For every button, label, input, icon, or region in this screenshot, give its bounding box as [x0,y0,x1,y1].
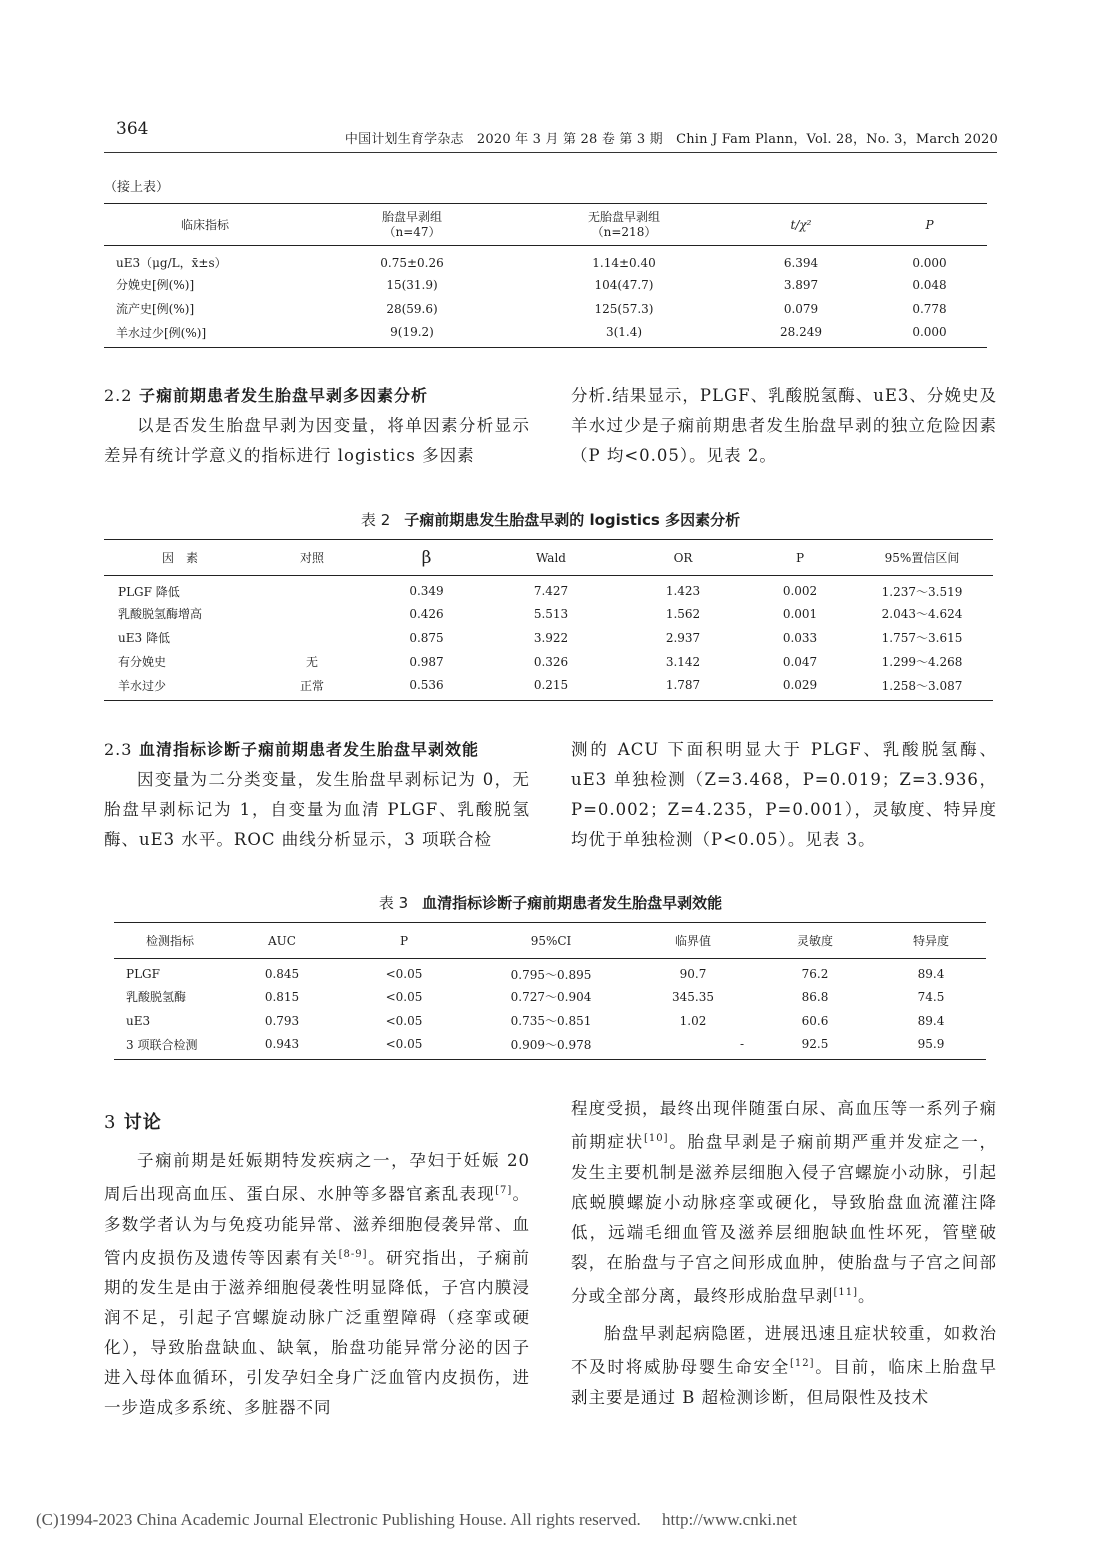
table-header-cell: P [795,550,805,565]
table-header-cell: AUC [268,933,296,948]
section-2-2-right [571,381,997,471]
citation: [7] [495,1185,513,1196]
section-2-3-right [571,735,997,855]
table-header-cell: 无胎盘早剥组 （n=218） [587,209,660,239]
section-2-2-left [104,381,530,471]
table-row: 流产史[例(%)] 28(59.6) 125(57.3) 0.079 0.778 [116,301,947,316]
table-row: 羊水过少 正常 0.536 0.215 1.787 0.029 1.258～3.087 [104,674,993,701]
table-row: 乳酸脱氢酶增高 0.426 5.513 1.562 0.001 2.043～4.624 [118,606,963,621]
table-header-cell: P [399,933,409,948]
section-2-3-left [104,735,530,855]
table-row: uE3 降低 0.875 3.922 2.937 0.033 1.757～3.615 [118,630,963,645]
table-header-cell: t/χ² [790,217,812,232]
citation: [10] [644,1133,669,1144]
table-header-cell: 胎盘早剥组 （n=47） [381,209,442,239]
paragraph: 子痫前期是妊娠期特发疾病之一，孕妇于妊娠 20 周后出现高血压、蛋白尿、水肿等多器官紊乱表现[7]。多数学者认为与免疫功能异常、滋养细胞侵袭异常、血管内皮损伤及遗传等因素有关[8-9]。研究指出，子痫前期的发生是由于滋养细胞侵袭性明显降低，子宫内膜浸润不足，引起子宫螺旋动脉广泛重塑障碍（痉挛或硬化），导致胎盘缺血、缺氧，胎盘功能异常分泌的因子进入母体血循环，引发孕妇全身广泛血管内皮损伤，进一步造成多系统、多脏器不同 [104,1151,531,1417]
table-header-cell: 临床指标 [180,218,229,232]
table-header-cell: OR [673,550,693,565]
section-3-left [104,1108,530,1423]
table-row: uE3（μg/L，x̄±s） 0.75±0.26 1.14±0.40 6.394 0.000 [116,255,947,271]
table-row: PLGF 降低 0.349 7.427 1.423 0.002 1.237～3.519 [118,584,963,599]
table-header-cell: 95%置信区间 [884,551,960,565]
table-header-cell: Wald [536,550,566,565]
paragraph: 测的 ACU 下面积明显大于 PLGF、乳酸脱氢酶、uE3 单独检测（Z=3.468，P=0.019；Z=3.936，P=0.002；Z=4.235，P=0.001），灵敏度、特异度均优于单独检测（P<0.05）。见表 3。 [571,740,997,849]
citation: [12] [789,1358,815,1369]
table-row: 乳酸脱氢酶 0.815 <0.05 0.727～0.904 345.35 86.8 74.5 [126,989,945,1004]
page-number: 364 [116,119,149,139]
table-3-caption: 表 3 血清指标诊断子痫前期患者发生胎盘早剥效能 [378,894,723,912]
table-2-caption: 表 2 子痫前期患发生胎盘早剥的 logistics 多因素分析 [360,511,741,529]
paragraph: 以是否发生胎盘早剥为因变量，将单因素分析显示差异有统计学意义的指标进行 logistics 多因素 [104,416,530,465]
section-heading: 2.2 子痫前期患者发生胎盘早剥多因素分析 [104,386,429,405]
paragraph: 因变量为二分类变量，发生胎盘早剥标记为 0，无胎盘早剥标记为 1，自变量为血清 PLGF、乳酸脱氢酶、uE3 水平。ROC 曲线分析显示，3 项联合检 [104,770,530,849]
table-header-cell: 特异度 [912,934,949,948]
section-heading: 2.3 血清指标诊断子痫前期患者发生胎盘早剥效能 [104,740,480,759]
copyright-footer: (C)1994-2023 China Academic Journal Electronic Publishing House. All rights reserved. http://www.cnki.net [36,1510,797,1529]
table-header-cell: 因 素 [161,551,198,565]
table-header-cell: 对照 [299,551,324,565]
table-header-cell: 灵敏度 [796,934,833,948]
table-row: 有分娩史 无 0.987 0.326 3.142 0.047 1.299～4.268 [118,654,963,669]
section-heading: 3 讨论 [104,1112,162,1133]
section-3-right [571,1094,997,1413]
table-row: PLGF 0.845 <0.05 0.795～0.895 90.7 76.2 89.4 [126,967,945,982]
citation: [8-9] [338,1248,368,1260]
header-rule [104,152,997,153]
table-row: 羊水过少[例(%)] 9(19.2) 3(1.4) 28.249 0.000 [104,321,987,348]
paragraph: 程度受损，最终出现伴随蛋白尿、高血压等一系列子痫前期症状[10]。胎盘早剥是子痫前期严重并发症之一，发生主要机制是滋养层细胞入侵子宫螺旋小动脉，引起底蜕膜螺旋小动脉痉挛或硬化，导致胎盘血流灌注降低，远端毛细血管及滋养层细胞缺血性坏死，管壁破裂，在胎盘与子宫之间形成血肿，使胎盘与子宫之间部分或全部分离，最终形成胎盘早剥[11]。 [571,1099,998,1305]
table-row: 分娩史[例(%)] 15(31.9) 104(47.7) 3.897 0.048 [116,277,947,292]
table-header-cell: 检测指标 [145,934,194,948]
table-1 [104,203,987,348]
table-header-cell: β [421,547,432,568]
citation: [11] [833,1286,859,1298]
paragraph: 胎盘早剥起病隐匿，进展迅速且症状较重，如救治不及时将威胁母婴生命安全[12]。目前，临床上胎盘早剥主要是通过 B 超检测诊断，但局限性及技术 [571,1324,998,1407]
table-row: uE3 0.793 <0.05 0.735～0.851 1.02 60.6 89.4 [126,1013,945,1028]
table-header-cell: 临界值 [674,934,711,948]
table-continued-label: （接上表） [104,180,170,195]
table-3 [114,922,986,1060]
table-row: 3 项联合检测 0.943 <0.05 0.909～0.978 - 92.5 95.9 [114,1033,986,1060]
table-2 [104,539,993,701]
paragraph: 分析.结果显示，PLGF、乳酸脱氢酶、uE3、分娩史及羊水过少是子痫前期患者发生胎盘早剥的独立危险因素（P 均<0.05）。见表 2。 [571,386,997,465]
table-header-cell: 95%CI [530,933,572,948]
journal-header: 中国计划生育学杂志 2020 年 3 月 第 28 卷 第 3 期 Chin J Fam Plann，Vol. 28，No. 3，March 2020 [344,132,998,147]
table-header-cell: P [925,217,934,232]
